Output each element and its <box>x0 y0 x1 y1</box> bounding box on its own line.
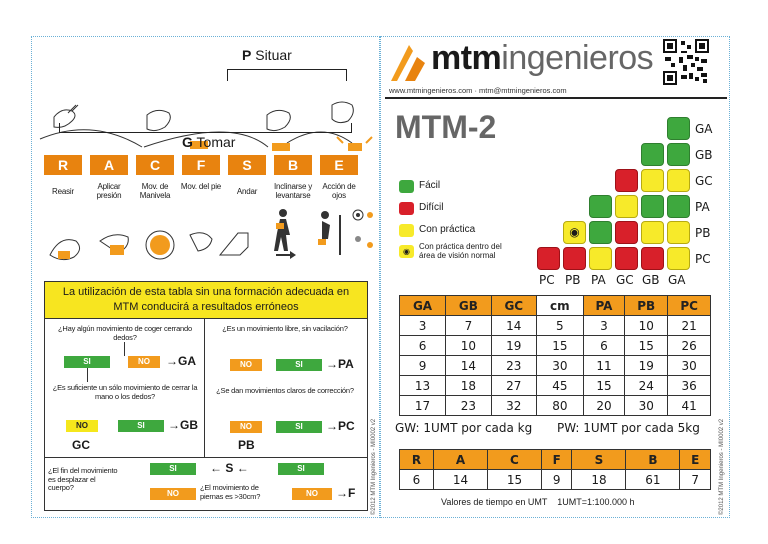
target-pa: →PA <box>326 357 354 371</box>
qr-code-icon <box>663 39 709 85</box>
brand-name <box>431 39 653 78</box>
code-label-f: Mov. del pie <box>180 182 222 191</box>
target-pb: PB <box>238 438 255 452</box>
cell-pc-gb <box>641 247 664 270</box>
no-box: NO <box>230 359 262 371</box>
flow-line <box>124 342 125 356</box>
col-label-gb: GB <box>642 273 660 287</box>
footer-note: Valores de tiempo en UMT 1UMT=1:100.000 h <box>441 497 635 507</box>
legend-easy: Fácil <box>419 180 441 191</box>
question-leg-move: ¿El movimiento de piernas es >30cm? <box>200 483 261 501</box>
table-cell: 24 <box>625 376 668 396</box>
other-value: 9 <box>541 470 572 490</box>
table-cell: 6 <box>583 336 624 356</box>
brand-website[interactable]: www.mtmingenieros.com · mtm@mtmingenieros.com <box>389 86 567 95</box>
other-value: 14 <box>433 470 487 490</box>
code-label-c: Mov. de Manivela <box>139 182 171 200</box>
eye-icon: ◉ <box>569 225 580 239</box>
other-header-f: F <box>541 450 572 470</box>
cell-gc-ga <box>667 169 690 192</box>
flow-vdivider <box>204 319 205 457</box>
si-box: SI <box>118 420 164 432</box>
table-cell: 10 <box>625 316 668 336</box>
table-cell: 80 <box>536 396 583 416</box>
table-cell: 6 <box>400 336 446 356</box>
brand-light: ingenieros <box>501 39 654 77</box>
target-ga-label: GA <box>178 354 196 368</box>
legend-swatch-practice <box>399 224 414 237</box>
table-cell: 15 <box>583 376 624 396</box>
cell-pa-ga <box>667 195 690 218</box>
si-box: SI <box>278 463 324 475</box>
table-cell: 11 <box>583 356 624 376</box>
legend-swatch-hard <box>399 202 414 215</box>
legend-hard: Difícil <box>419 202 444 213</box>
eye-icon: ◉ <box>403 247 410 256</box>
no-box: NO <box>150 488 196 500</box>
table-cell: 7 <box>446 316 492 336</box>
actions-illustration <box>40 205 375 271</box>
header-ga: GA <box>400 296 446 316</box>
header-pa: PA <box>583 296 624 316</box>
other-value: 15 <box>487 470 541 490</box>
target-f-label: F <box>348 486 356 500</box>
table-cell: 23 <box>446 396 492 416</box>
header-pc: PC <box>668 296 711 316</box>
no-box: NO <box>66 420 98 432</box>
legend-swatch-vision <box>399 245 414 258</box>
row-label-pc: PC <box>695 252 711 266</box>
table-cell: 30 <box>536 356 583 376</box>
other-header-c: C <box>487 450 541 470</box>
row-label-gb: GB <box>695 148 713 162</box>
cell-pc-pc <box>537 247 560 270</box>
target-gb: →GB <box>168 418 198 432</box>
no-box: NO <box>292 488 332 500</box>
situar-code: P <box>242 47 252 63</box>
code-label-b: Inclinarse y levantarse <box>273 182 313 200</box>
cell-pc-ga <box>667 247 690 270</box>
table-cell: 17 <box>400 396 446 416</box>
header-cm: cm <box>536 296 583 316</box>
question-free-move: ¿Es un movimiento libre, sin vacilación? <box>222 324 348 333</box>
table-cell: 30 <box>668 356 711 376</box>
cell-pa-pa <box>589 195 612 218</box>
flow-line <box>87 368 88 382</box>
tomar-bracket <box>59 123 352 133</box>
brand-bold: mtm <box>431 39 502 77</box>
right-card <box>380 36 730 518</box>
other-value: 61 <box>626 470 680 490</box>
warning-text: La utilización de esta tabla sin una formación adecuada en MTM conducirá a resultados erróneos <box>62 286 350 313</box>
si-box: SI <box>64 356 110 368</box>
time-table-header <box>400 296 711 316</box>
target-pc-label: PC <box>338 419 355 433</box>
cell-gc-gc <box>615 169 638 192</box>
situar-label <box>242 47 292 63</box>
target-s-label: S <box>225 461 234 475</box>
target-ga: →GA <box>166 354 196 368</box>
legend-practice: Con práctica <box>419 224 476 235</box>
col-label-pc: PC <box>539 273 555 287</box>
row-label-gc: GC <box>695 174 713 188</box>
no-box: NO <box>230 421 262 433</box>
target-s: ← S ← <box>210 461 249 475</box>
other-value: 6 <box>400 470 434 490</box>
other-header-a: A <box>433 450 487 470</box>
cell-pa-gc <box>615 195 638 218</box>
target-pa-label: PA <box>338 357 354 371</box>
copyright-right: ©2012 MTM Ingenieros - MI0002 v2 <box>719 418 725 515</box>
cell-pb-pa <box>589 221 612 244</box>
other-value: 7 <box>680 470 711 490</box>
table-cell: 21 <box>668 316 711 336</box>
other-header-e: E <box>680 450 711 470</box>
code-c: C <box>136 155 174 175</box>
code-b: B <box>274 155 312 175</box>
table-cell: 20 <box>583 396 624 416</box>
target-gc: GC <box>72 438 90 452</box>
table-cell: 15 <box>625 336 668 356</box>
table-row <box>400 336 711 356</box>
table-cell: 27 <box>491 376 536 396</box>
other-header-r: R <box>400 450 434 470</box>
table-cell: 26 <box>668 336 711 356</box>
copyright-left: ©2012 MTM Ingenieros - MI0002 v2 <box>371 418 377 515</box>
cell-pb-ga <box>667 221 690 244</box>
flow-hdivider <box>44 457 368 458</box>
cell-gb-gb <box>641 143 664 166</box>
table-cell: 23 <box>491 356 536 376</box>
row-label-ga: GA <box>695 122 713 136</box>
table-cell: 3 <box>400 316 446 336</box>
si-box: SI <box>276 421 322 433</box>
table-row <box>400 316 711 336</box>
col-label-pb: PB <box>565 273 581 287</box>
warning-banner <box>44 281 368 319</box>
cell-gc-gb <box>641 169 664 192</box>
table-row <box>400 396 711 416</box>
brand-logo-icon <box>389 41 429 85</box>
other-header-row <box>400 450 711 470</box>
table-row <box>400 376 711 396</box>
table-cell: 18 <box>446 376 492 396</box>
hand-sequence-illustration <box>32 77 381 163</box>
table-cell: 5 <box>536 316 583 336</box>
cell-pa-gb <box>641 195 664 218</box>
cell-ga-ga <box>667 117 690 140</box>
table-cell: 41 <box>668 396 711 416</box>
row-label-pa: PA <box>695 200 710 214</box>
target-pc: →PC <box>326 419 355 433</box>
question-corrections: ¿Se dan movimientos claros de corrección? <box>216 386 354 395</box>
table-cell: 36 <box>668 376 711 396</box>
cell-pc-pb <box>563 247 586 270</box>
pw-note: PW: 1UMT por cada 5kg <box>557 421 700 435</box>
tomar-code: G <box>182 134 193 150</box>
tomar-label <box>182 134 235 150</box>
header-pb: PB <box>625 296 668 316</box>
table-cell: 30 <box>625 396 668 416</box>
question-body-move: ¿El fin del movimiento es desplazar el cuerpo? <box>48 466 118 492</box>
tomar-text: Tomar <box>196 134 236 150</box>
table-cell: 14 <box>446 356 492 376</box>
table-cell: 19 <box>491 336 536 356</box>
situar-text: Situar <box>255 47 292 63</box>
other-values-row <box>400 470 711 490</box>
si-box: SI <box>276 359 322 371</box>
col-label-pa: PA <box>591 273 606 287</box>
no-box: NO <box>128 356 160 368</box>
table-cell: 9 <box>400 356 446 376</box>
header-gc: GC <box>491 296 536 316</box>
code-label-e: Acción de ojos <box>322 182 356 200</box>
code-e: E <box>320 155 358 175</box>
cell-gb-ga <box>667 143 690 166</box>
cell-pc-gc <box>615 247 638 270</box>
table-cell: 10 <box>446 336 492 356</box>
si-box: SI <box>150 463 196 475</box>
cell-pb-gb <box>641 221 664 244</box>
table-cell: 13 <box>400 376 446 396</box>
cell-pb-pb <box>563 221 586 244</box>
code-f: F <box>182 155 220 175</box>
other-header-b: B <box>626 450 680 470</box>
cell-pb-gc <box>615 221 638 244</box>
col-label-gc: GC <box>616 273 634 287</box>
code-label-s: Andar <box>236 187 258 196</box>
legend-swatch-easy <box>399 180 414 193</box>
target-f: →F <box>336 486 356 500</box>
gw-note: GW: 1UMT por cada kg <box>395 421 533 435</box>
other-value: 18 <box>572 470 626 490</box>
other-header-s: S <box>572 450 626 470</box>
brand-divider <box>385 97 727 99</box>
header-gb: GB <box>446 296 492 316</box>
code-r: R <box>44 155 82 175</box>
table-cell: 32 <box>491 396 536 416</box>
code-s: S <box>228 155 266 175</box>
col-label-ga: GA <box>668 273 686 287</box>
table-cell: 45 <box>536 376 583 396</box>
code-a: A <box>90 155 128 175</box>
table-cell: 15 <box>536 336 583 356</box>
legend-vision: Con práctica dentro del área de visión normal <box>419 242 502 260</box>
left-card <box>31 36 380 518</box>
table-cell: 14 <box>491 316 536 336</box>
question-single-grasp: ¿Es suficiente un sólo movimiento de cerrar la mano o los dedos? <box>52 383 198 401</box>
table-cell: 3 <box>583 316 624 336</box>
table-cell: 19 <box>625 356 668 376</box>
page-title: MTM-2 <box>395 109 497 145</box>
question-grasp: ¿Hay algún movimiento de coger cerrando dedos? <box>58 324 192 342</box>
code-label-a: Aplicar presión <box>96 182 122 200</box>
time-table <box>399 295 711 416</box>
code-label-r: Reasir <box>52 187 74 196</box>
table-row <box>400 356 711 376</box>
other-movements-table <box>399 449 711 490</box>
row-label-pb: PB <box>695 226 711 240</box>
cell-pc-pa <box>589 247 612 270</box>
target-gb-label: GB <box>180 418 198 432</box>
